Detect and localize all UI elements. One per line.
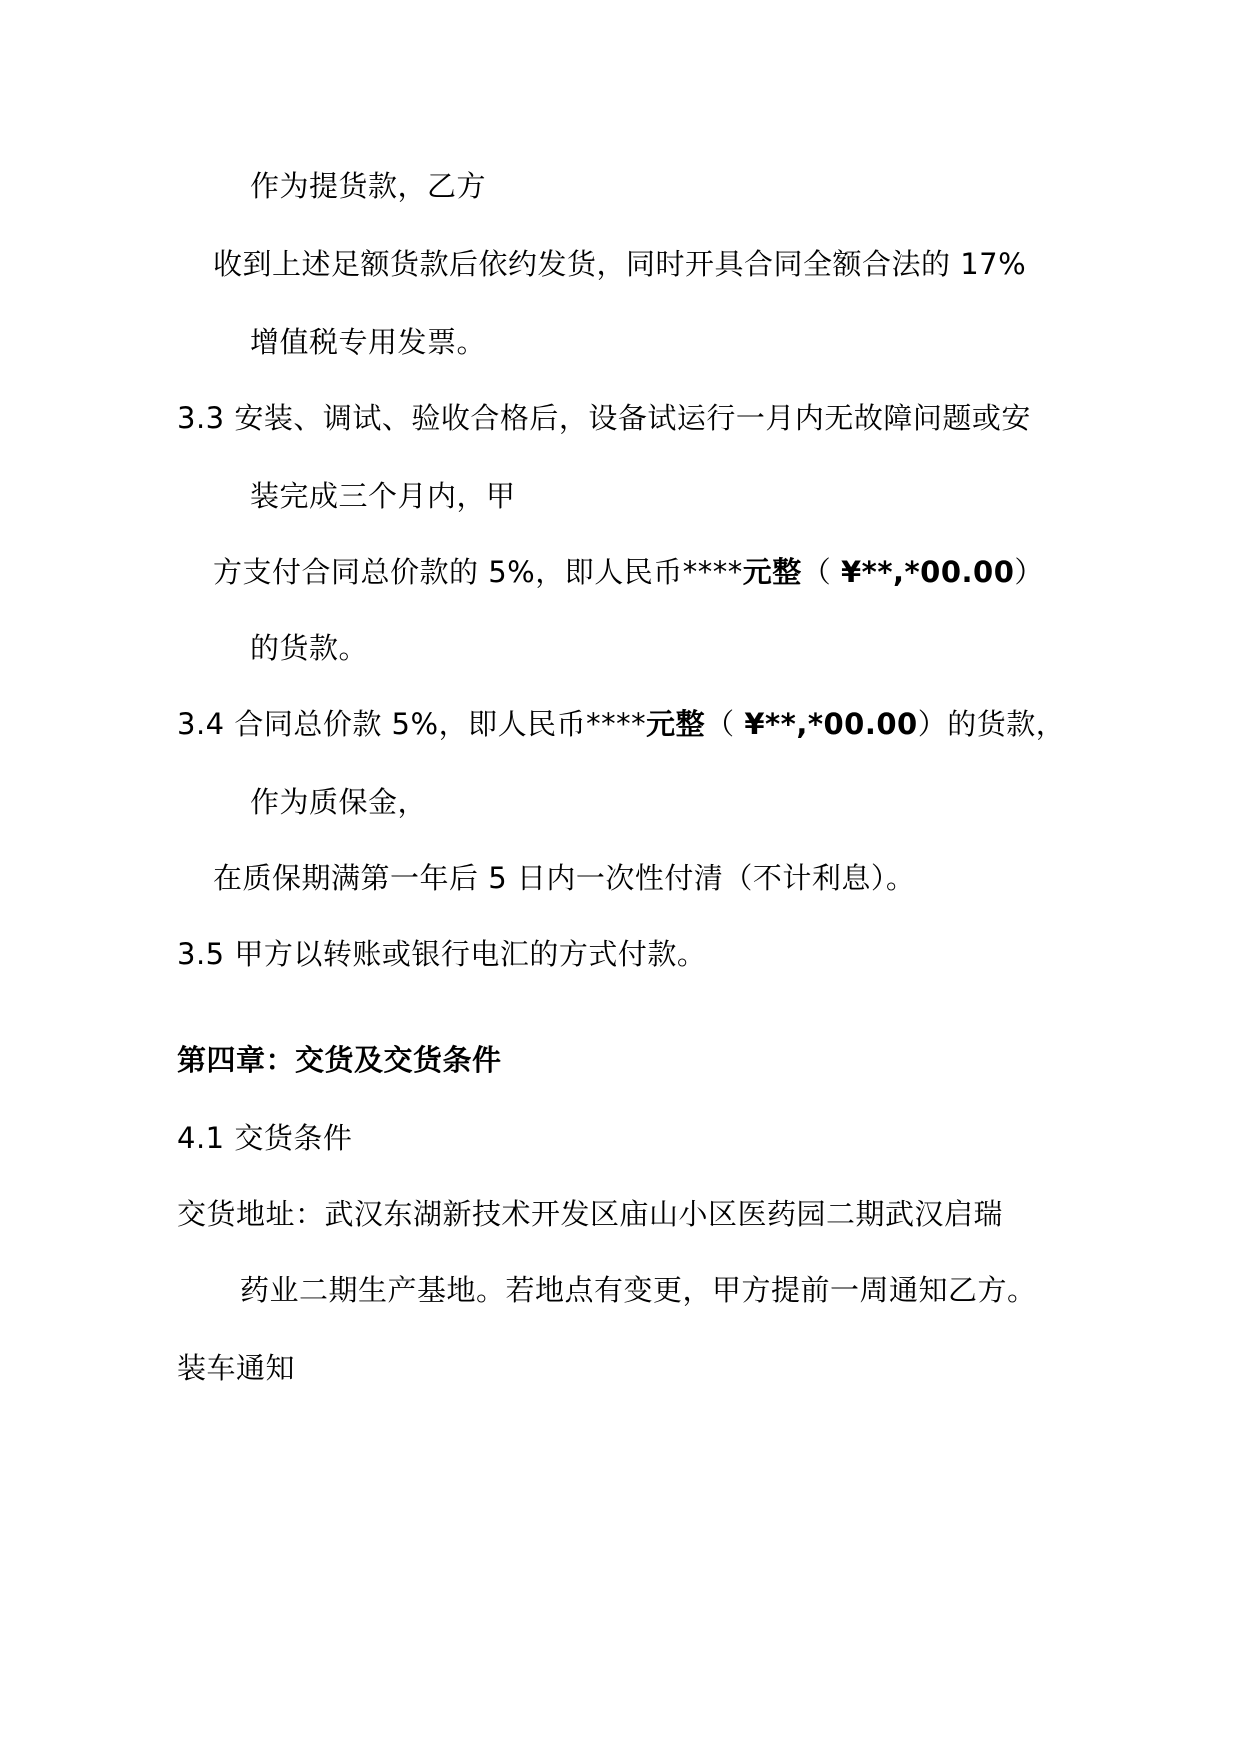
paragraph-line: 装完成三个月内，甲 — [250, 479, 516, 513]
clause-3-3: 3.3 安装、调试、验收合格后，设备试运行一月内无故障问题或安 — [177, 401, 1031, 435]
paragraph-line-with-amount — [213, 552, 1044, 592]
paragraph-line: 作为质保金， — [250, 785, 428, 819]
text-segment: （ — [801, 555, 841, 589]
amount-value: ¥**,*00.00 — [744, 707, 918, 741]
paragraph-line: 收到上述足额货款后依约发货，同时开具合同全额合法的 17% — [213, 247, 1027, 281]
paragraph-line: 在质保期满第一年后 5 日内一次性付清（不计利息）。 — [213, 861, 916, 895]
text-segment: （ — [705, 707, 745, 741]
bold-text-segment: 元整 — [742, 555, 802, 589]
paragraph-line: 装车通知 — [177, 1351, 296, 1385]
paragraph-line: 作为提货款，乙方 — [250, 169, 487, 203]
text-segment: 3.4 合同总价款 5%，即人民币**** — [177, 707, 647, 741]
paragraph-line: 交货地址：武汉东湖新技术开发区庙山小区医药园二期武汉启瑞 — [177, 1197, 1004, 1231]
amount-value: ¥**,*00.00 — [840, 555, 1015, 589]
bold-text-segment: 元整 — [646, 707, 706, 741]
clause-4-1: 4.1 交货条件 — [177, 1121, 353, 1155]
text-segment: ） — [1014, 555, 1044, 589]
paragraph-line: 增值税专用发票。 — [250, 325, 487, 359]
paragraph-line: 的货款。 — [250, 631, 369, 665]
clause-3-4 — [177, 704, 1065, 744]
text-segment: 方支付合同总价款的 5%，即人民币**** — [213, 555, 743, 589]
paragraph-line: 药业二期生产基地。若地点有变更，甲方提前一周通知乙方。 — [240, 1273, 1037, 1307]
chapter-heading: 第四章：交货及交货条件 — [177, 1043, 502, 1077]
text-segment: ）的货款， — [917, 707, 1066, 741]
clause-3-5: 3.5 甲方以转账或银行电汇的方式付款。 — [177, 937, 707, 971]
